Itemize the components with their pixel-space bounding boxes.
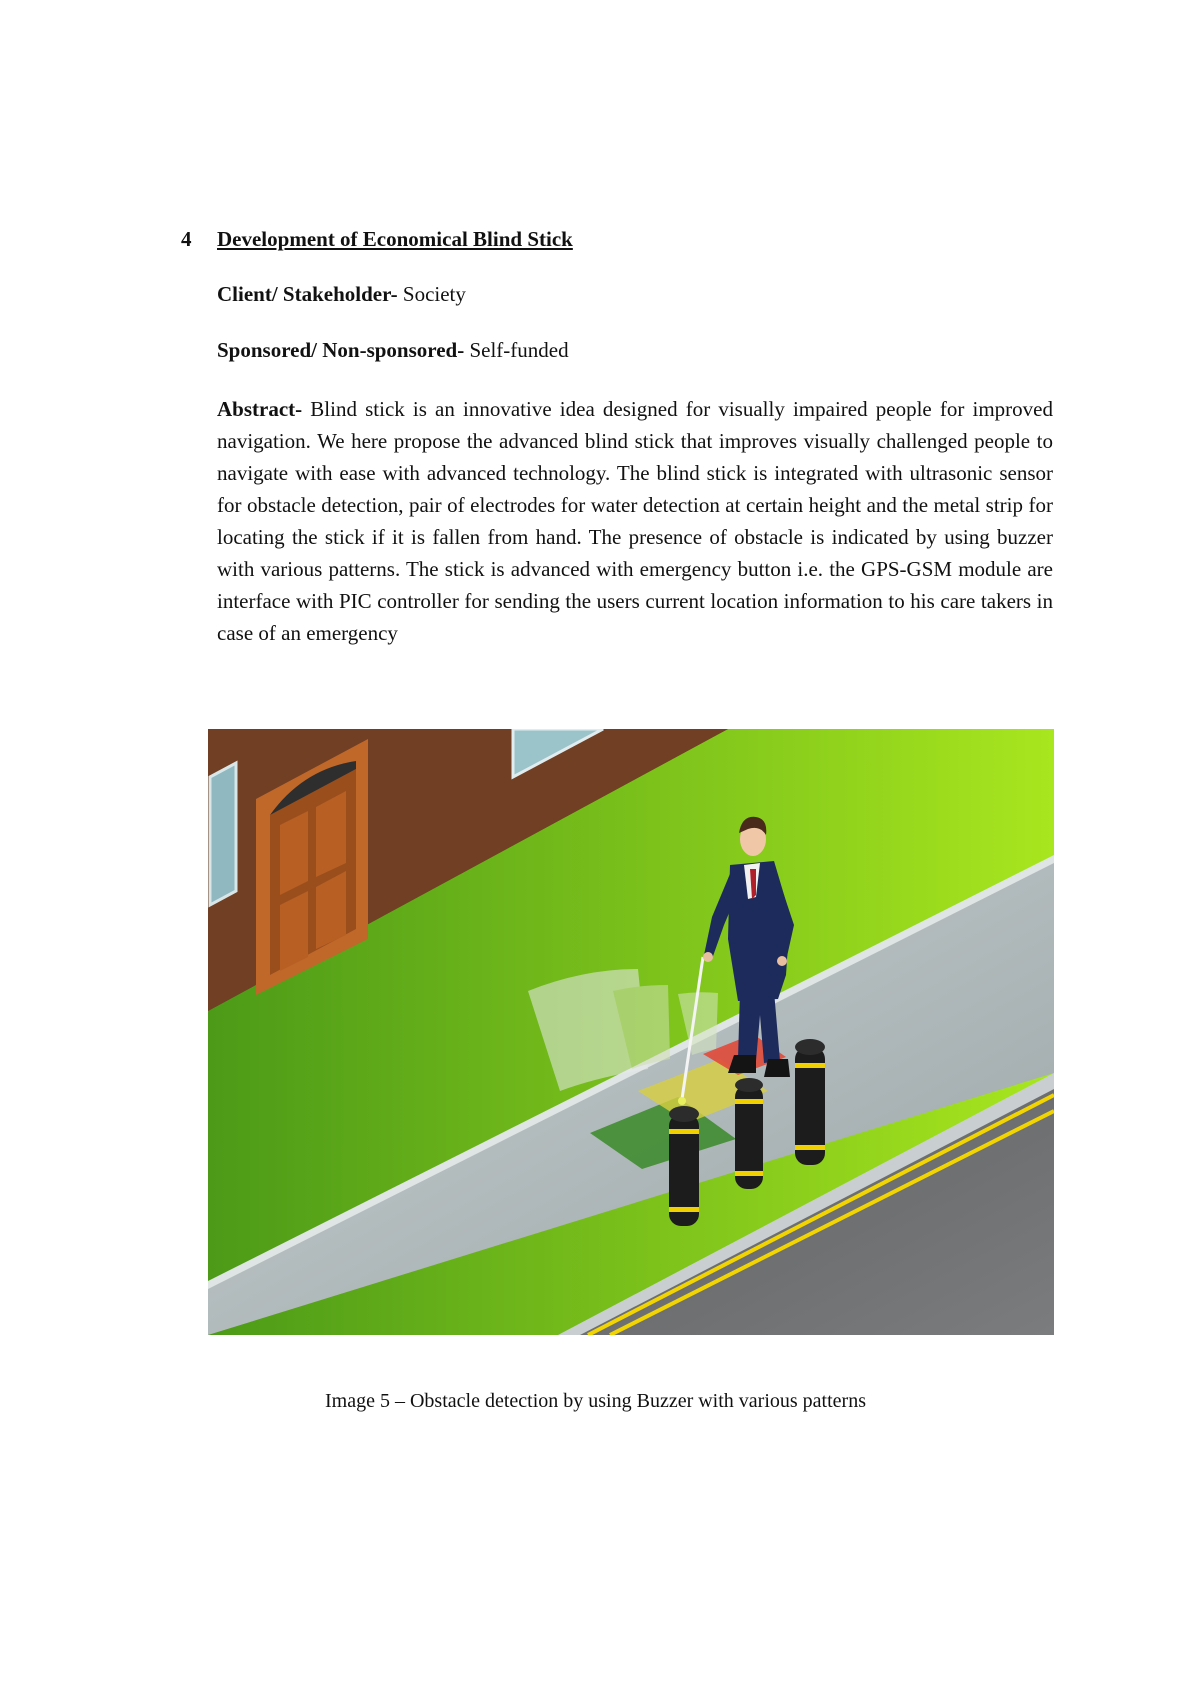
client-line — [217, 282, 466, 307]
section-title: Development of Economical Blind Stick — [217, 227, 573, 251]
sponsorship-value: Self-funded — [464, 338, 569, 362]
sponsorship-label: Sponsored/ Non-sponsored- — [217, 338, 465, 362]
sponsorship-line — [217, 338, 569, 363]
blind-stick-illustration — [208, 729, 1054, 1335]
bollard-3 — [795, 1039, 825, 1165]
section-number: 4 — [181, 227, 192, 251]
bollard-1 — [669, 1106, 699, 1226]
abstract-paragraph — [217, 393, 1053, 649]
figure-caption: Image 5 – Obstacle detection by using Buzzer with various patterns — [325, 1390, 866, 1412]
abstract-text: Blind stick is an innovative idea designed for visually impaired people for improved navigation. We here propose the advanced blind stick that improves visually challenged people to navigate with ease with advanced technology. The blind stick is integrated with ultrasonic sensor for obstacle detection, pair of electrodes for water detection at certain height and the metal strip for locating the stick if it is fallen from hand. The presence of obstacle is indicated by using buzzer with various patterns. The stick is advanced with emergency button i.e. the GPS-GSM module are interface with PIC controller for sending the users current location information to his care takers in case of an emergency — [217, 397, 1053, 645]
client-value: Society — [397, 282, 466, 306]
abstract-label: Abstract- — [217, 397, 303, 421]
bollard-2 — [735, 1078, 763, 1189]
client-label: Client/ Stakeholder- — [217, 282, 398, 306]
window-left — [210, 763, 236, 905]
